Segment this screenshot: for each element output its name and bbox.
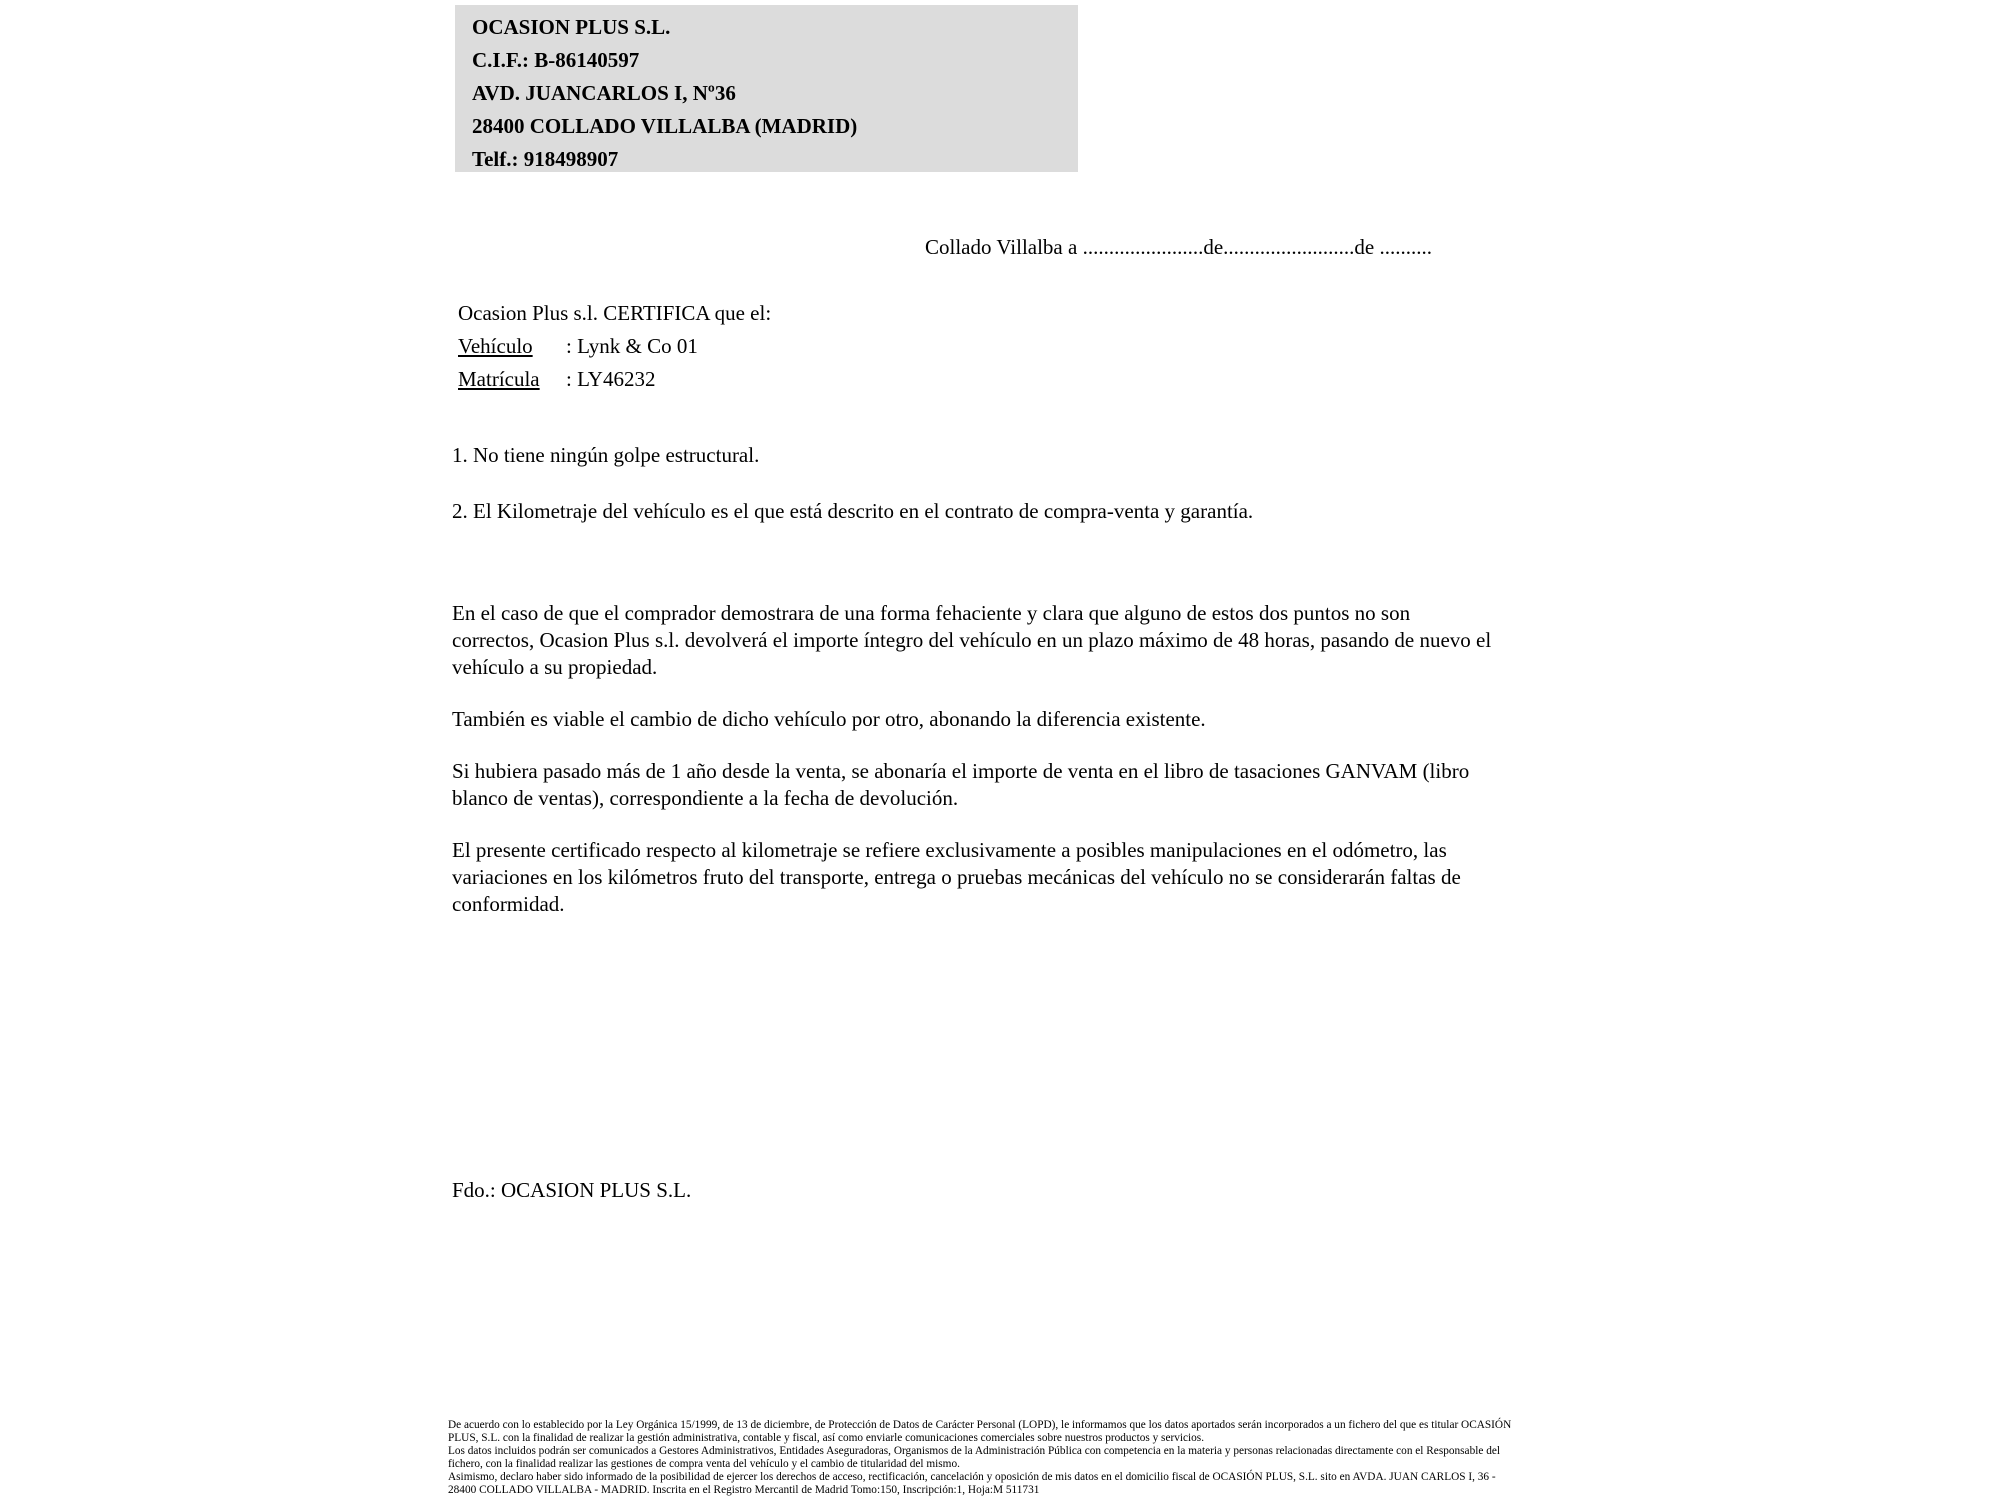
paragraph-refund-terms: En el caso de que el comprador demostrara de una forma fehaciente y clara que alguno de estos dos puntos no son correctos, Ocasion Plus s.l. devolverá el importe íntegro del vehículo en un plazo máximo de 48 horas, pasando de nuevo el vehículo a su propiedad. xyxy=(452,601,1492,679)
plate-row xyxy=(458,363,771,396)
legal-paragraph-lopd: De acuerdo con lo establecido por la Ley Orgánica 15/1999, de 13 de diciembre, de Protección de Datos de Carácter Personal (LOPD), le informamos que los datos aportados serán incorporados a un fichero del que es titular OCASIÓN PLUS, S.L. con la finalidad de realizar la gestión administrativa, contable y fiscal, así como enviarle comunicaciones comerciales sobre nuestros productos y servicios. xyxy=(448,1419,1512,1444)
paragraph-odometer-disclaimer: El presente certificado respecto al kilometraje se refiere exclusivamente a posibles manipulaciones en el odómetro, las variaciones en los kilómetros fruto del transporte, entrega o pruebas mecánicas del vehículo no se considerarán faltas de conformidad. xyxy=(452,838,1461,916)
plate-value: : LY46232 xyxy=(566,367,656,391)
company-name: OCASION PLUS S.L. xyxy=(472,15,671,39)
vehicle-value: : Lynk & Co 01 xyxy=(566,334,698,358)
company-city: 28400 COLLADO VILLALBA (MADRID) xyxy=(472,114,858,138)
certification-block xyxy=(458,297,771,396)
company-header-block xyxy=(455,5,1078,172)
legal-footer xyxy=(448,1419,1523,1497)
date-line: Collado Villalba a .......................de.........................de .......... xyxy=(925,235,1432,259)
point-2: 2. El Kilometraje del vehículo es el que está descrito en el contrato de compra-venta y garantía. xyxy=(452,499,1254,523)
signature-line: Fdo.: OCASION PLUS S.L. xyxy=(452,1178,692,1202)
body-paragraphs xyxy=(452,600,1497,943)
point-1: 1. No tiene ningún golpe estructural. xyxy=(452,443,760,467)
legal-paragraph-data-sharing: Los datos incluidos podrán ser comunicados a Gestores Administrativos, Entidades Aseguradoras, Organismos de la Administración Pública con competencia en la materia y personas relacionadas directamente con el Responsable del fichero, con la finalidad realizar las gestiones de compra venta del vehículo y el cambio de titularidad del mismo. xyxy=(448,1445,1500,1470)
vehicle-label: Vehículo xyxy=(458,334,533,358)
paragraph-exchange: También es viable el cambio de dicho vehículo por otro, abonando la diferencia existente. xyxy=(452,707,1206,731)
company-address: AVD. JUANCARLOS I, Nº36 xyxy=(472,81,736,105)
vehicle-row xyxy=(458,330,771,363)
certify-intro: Ocasion Plus s.l. CERTIFICA que el: xyxy=(458,301,772,325)
legal-paragraph-rights: Asimismo, declaro haber sido informado de la posibilidad de ejercer los derechos de acceso, rectificación, cancelación y oposición de mis datos en el domicilio fiscal de OCASIÓN PLUS, S.L. sito en AVDA. JUAN CARLOS I, 36 - 28400 COLLADO VILLALBA - MADRID. Inscrita en el Registro Mercantil de Madrid Tomo:150, Inscripción:1, Hoja:M 511731 xyxy=(448,1471,1496,1496)
paragraph-ganvam: Si hubiera pasado más de 1 año desde la venta, se abonaría el importe de venta en el libro de tasaciones GANVAM (libro blanco de ventas), correspondiente a la fecha de devolución. xyxy=(452,759,1470,810)
plate-label: Matrícula xyxy=(458,367,540,391)
company-cif: C.I.F.: B-86140597 xyxy=(472,48,640,72)
numbered-points xyxy=(452,443,1512,555)
company-phone: Telf.: 918498907 xyxy=(472,147,619,171)
